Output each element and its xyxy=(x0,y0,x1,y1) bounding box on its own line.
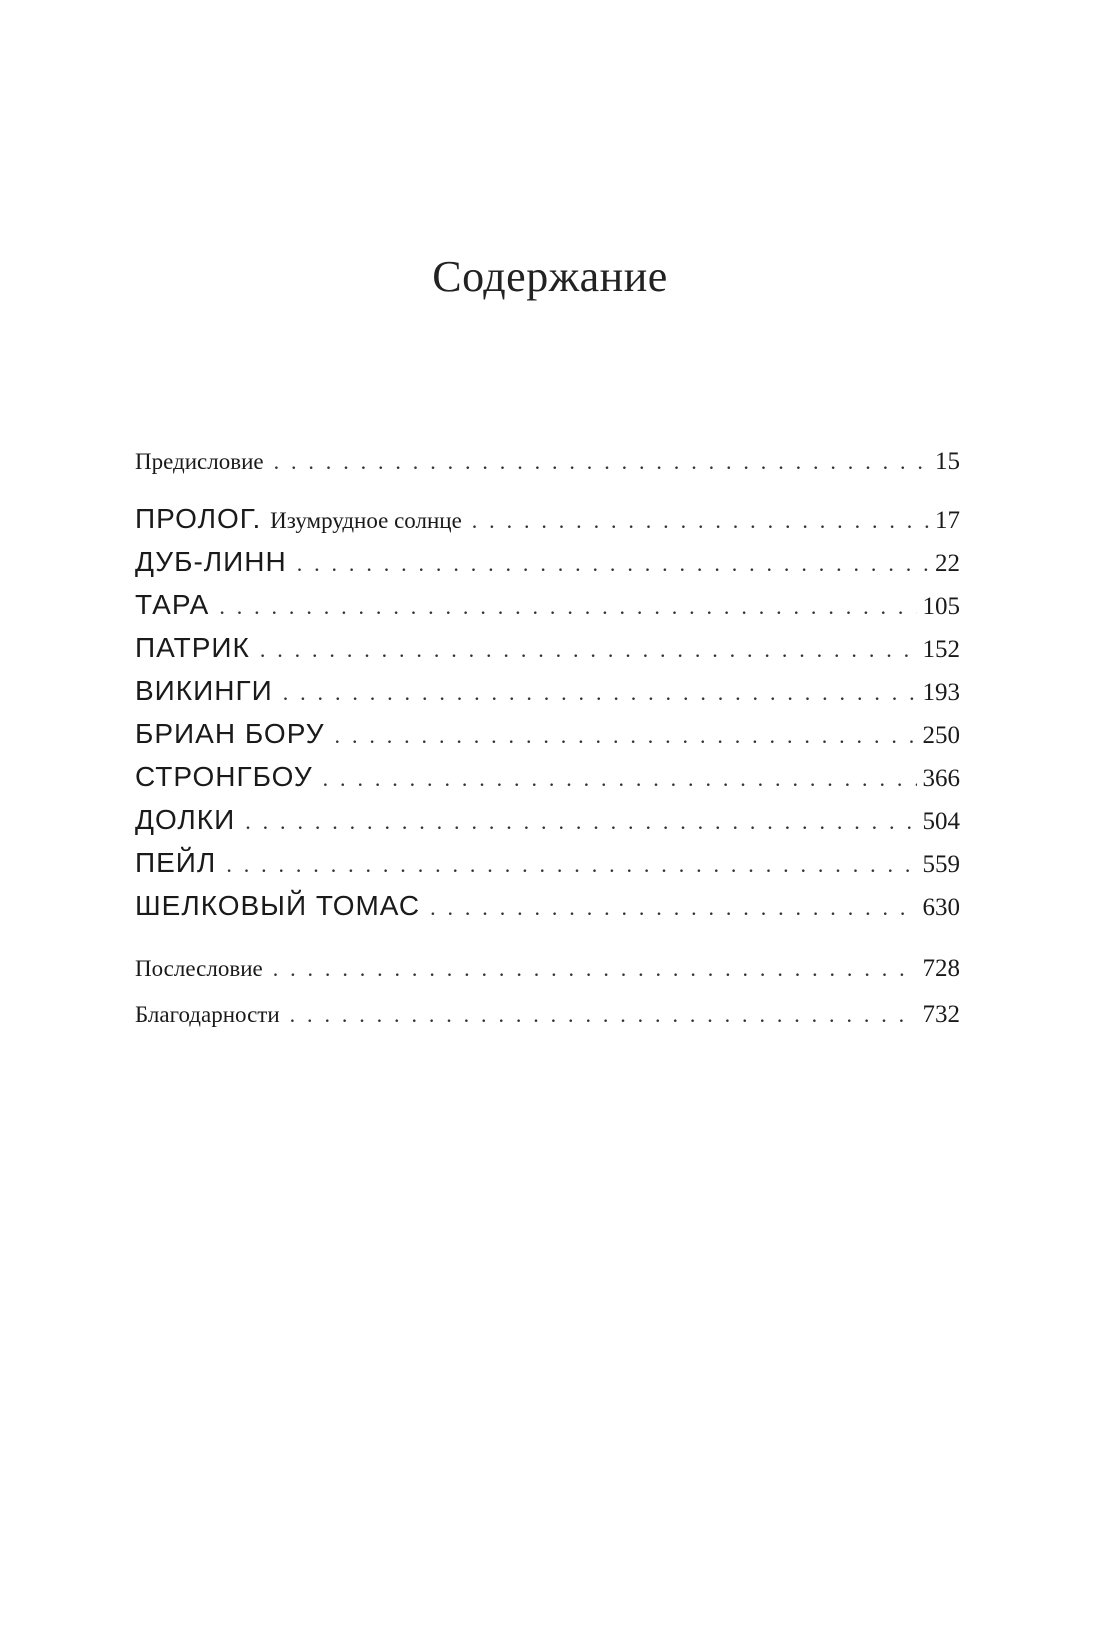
toc-entry-preface[interactable] xyxy=(135,448,960,476)
dot-leader xyxy=(226,852,916,878)
dot-leader xyxy=(430,895,916,921)
toc-page-number: 366 xyxy=(922,765,960,792)
toc-entry-label: ТАРА xyxy=(135,589,210,620)
toc-entry-vikings[interactable] xyxy=(135,675,960,707)
toc-entry-label: БРИАН БОРУ xyxy=(135,718,325,749)
toc-entry-label: ВИКИНГИ xyxy=(135,675,273,706)
toc-page-number: 105 xyxy=(922,593,960,620)
toc-page-number: 15 xyxy=(935,448,960,475)
dot-leader xyxy=(273,956,917,982)
toc-page-number: 732 xyxy=(922,1001,960,1028)
toc-page-number: 559 xyxy=(922,851,960,878)
dot-leader xyxy=(472,508,929,534)
toc-entry-label: Благодарности xyxy=(135,1002,280,1027)
toc-entry-label: ПАТРИК xyxy=(135,632,250,663)
toc-entry-label: ПЕЙЛ xyxy=(135,847,217,878)
toc-page-number: 250 xyxy=(922,722,960,749)
toc-entry-dalkey[interactable] xyxy=(135,804,960,836)
toc-entry-strongbow[interactable] xyxy=(135,761,960,793)
toc-entry-dublinn[interactable] xyxy=(135,546,960,578)
toc-entry-afterword[interactable] xyxy=(135,955,960,983)
dot-leader xyxy=(260,637,917,663)
dot-leader xyxy=(245,809,916,835)
toc-entry-label: СТРОНГБОУ xyxy=(135,761,313,792)
toc-page-number: 193 xyxy=(922,679,960,706)
toc-entry-label-main: ПРОЛОГ. xyxy=(135,503,262,534)
toc-page-number: 22 xyxy=(935,550,960,577)
dot-leader xyxy=(274,449,929,475)
dot-leader xyxy=(297,551,929,577)
toc-page-number: 630 xyxy=(922,894,960,921)
toc-entry-prologue[interactable] xyxy=(135,503,960,535)
dot-leader xyxy=(323,766,917,792)
toc-entry-label xyxy=(135,503,462,535)
toc-entry-label: ДУБ-ЛИНН xyxy=(135,546,287,577)
toc-entry-brian-boru[interactable] xyxy=(135,718,960,750)
toc-entry-acknowledgements[interactable] xyxy=(135,1001,960,1029)
toc-page-number: 504 xyxy=(922,808,960,835)
dot-leader xyxy=(219,594,916,620)
toc-entry-label: Послесловие xyxy=(135,956,263,981)
dot-leader xyxy=(290,1002,917,1028)
toc-entry-pale[interactable] xyxy=(135,847,960,879)
dot-leader xyxy=(335,723,917,749)
toc-entry-subtitle: Изумрудное солнце xyxy=(270,508,462,533)
toc-page-number: 152 xyxy=(922,636,960,663)
toc-entry-label: Предисловие xyxy=(135,449,264,474)
toc-entry-label: ШЕЛКОВЫЙ ТОМАС xyxy=(135,890,421,921)
toc-entry-silken-thomas[interactable] xyxy=(135,890,960,922)
toc-entry-tara[interactable] xyxy=(135,589,960,621)
toc-entry-label: ДОЛКИ xyxy=(135,804,236,835)
dot-leader xyxy=(283,680,917,706)
toc-page-number: 728 xyxy=(922,955,960,982)
toc-page-number: 17 xyxy=(935,507,960,534)
toc-entry-patrick[interactable] xyxy=(135,632,960,664)
page-title: Содержание xyxy=(432,252,668,302)
